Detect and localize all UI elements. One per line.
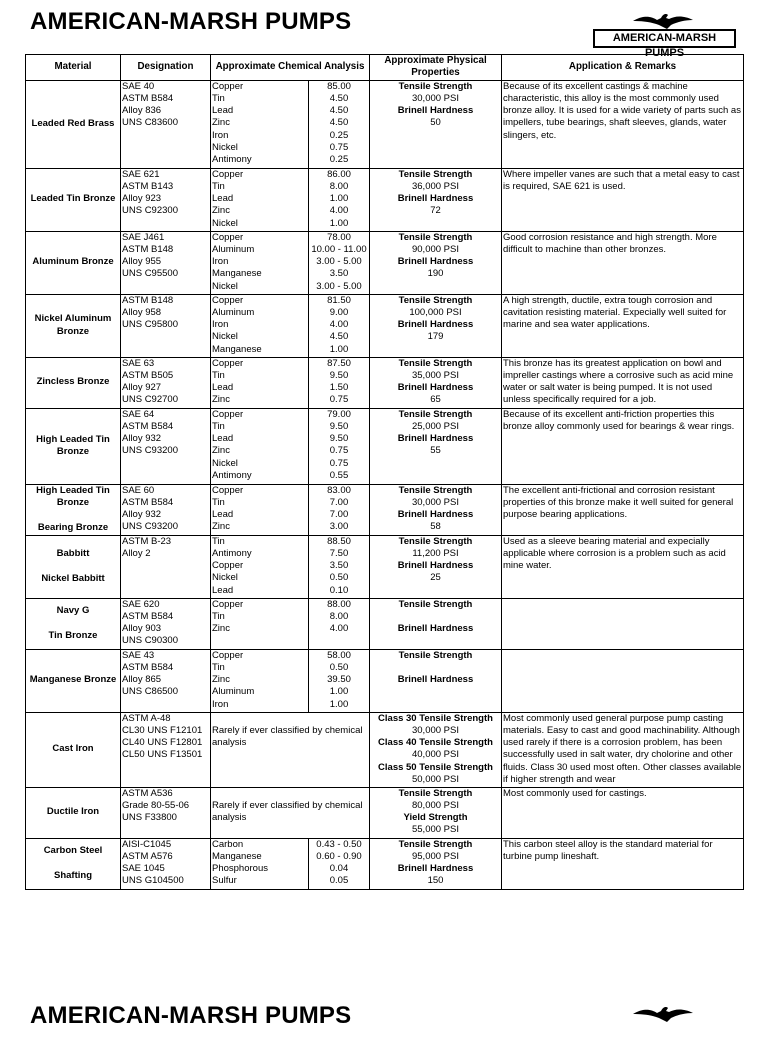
property-line: 55,000 PSI — [411, 824, 459, 836]
chemical-elements: Copper Tin Lead Zinc Nickel — [211, 169, 309, 231]
property-line: 150 — [427, 875, 444, 887]
col-header-physical-properties: Approximate Physical Properties — [370, 55, 502, 81]
property-line: 50,000 PSI — [411, 774, 459, 786]
material-name: High Leaded Tin Bronze — [26, 408, 121, 484]
chemical-elements: Copper Tin Zinc Aluminum Iron — [211, 650, 309, 712]
property-line: Tensile Strength — [398, 598, 473, 610]
property-line — [371, 662, 500, 674]
eagle-icon — [633, 1002, 693, 1024]
property-line: Tensile Strength — [398, 649, 473, 661]
chemical-elements: Copper Tin Lead Zinc Iron Nickel Antimony — [211, 81, 309, 168]
material-name: Aluminum Bronze — [26, 231, 121, 294]
material-name: Babbitt Nickel Babbitt — [26, 535, 121, 598]
chemical-analysis — [211, 80, 370, 168]
physical-properties — [370, 408, 502, 484]
property-line: Tensile Strength — [398, 484, 473, 496]
physical-properties — [370, 535, 502, 598]
physical-properties — [370, 787, 502, 838]
designation: SAE 40 ASTM B584 Alloy 836 UNS C83600 — [121, 80, 211, 168]
chemical-note: Rarely if ever classified by chemical analysis — [212, 799, 363, 823]
chemical-analysis — [211, 787, 370, 838]
table-row — [26, 787, 744, 838]
property-line: Class 50 Tensile Strength — [378, 761, 493, 773]
designation: SAE 621 ASTM B143 Alloy 923 UNS C92300 — [121, 168, 211, 231]
property-line: 36,000 PSI — [411, 180, 459, 192]
logo-text: AMERICAN-MARSH PUMPS — [593, 29, 736, 48]
table-row — [26, 80, 744, 168]
property-line: Class 30 Tensile Strength — [378, 712, 493, 724]
physical-properties — [370, 168, 502, 231]
chemical-percents: 79.00 9.50 9.50 0.75 0.75 0.55 — [327, 408, 351, 482]
physical-properties — [370, 598, 502, 649]
table-row — [26, 838, 744, 889]
property-line: Tensile Strength — [398, 787, 473, 799]
designation: SAE 64 ASTM B584 Alloy 932 UNS C93200 — [121, 408, 211, 484]
designation: ASTM A-48 CL30 UNS F12101 CL40 UNS F12801 CL50 UNS F13501 — [121, 712, 211, 787]
remarks: Most commonly used for castings. — [502, 787, 744, 838]
chemical-elements: Copper Tin Lead Zinc — [211, 485, 309, 535]
material-name: Zincless Bronze — [26, 357, 121, 408]
property-line: 100,000 PSI — [409, 306, 462, 318]
property-line: Tensile Strength — [398, 231, 473, 243]
chemical-elements: Copper Aluminum Iron Manganese Nickel — [211, 232, 309, 294]
property-line: Tensile Strength — [398, 294, 473, 306]
table-row — [26, 598, 744, 649]
remarks: Because of its excellent castings & machine characteristic, this alloy is the most commonly used bronze alloy. It is used for a wide variety of parts such as impellers, tube bearings, shaft sleeves, glands, water slingers, etc. — [502, 80, 744, 168]
table-row — [26, 168, 744, 231]
designation: AISI-C1045 ASTM A576 SAE 1045 UNS G104500 — [121, 838, 211, 889]
property-line: 50 — [430, 117, 441, 129]
chemical-analysis — [211, 649, 370, 712]
chemical-analysis — [211, 535, 370, 598]
remarks — [502, 598, 744, 649]
property-line: 30,000 PSI — [411, 496, 459, 508]
property-line: 35,000 PSI — [411, 369, 459, 381]
property-line: 25 — [430, 572, 441, 584]
chemical-percents: 88.50 7.50 3.50 0.50 0.10 — [327, 535, 351, 596]
property-line: Brinell Hardness — [397, 105, 474, 117]
remarks: Where impeller vanes are such that a metal easy to cast is required, SAE 621 is used. — [502, 168, 744, 231]
physical-properties — [370, 294, 502, 357]
table-row — [26, 408, 744, 484]
physical-properties — [370, 357, 502, 408]
designation: ASTM B-23 Alloy 2 — [121, 535, 211, 598]
chemical-analysis — [211, 357, 370, 408]
chemical-percents: 81.50 9.00 4.00 4.50 1.00 — [327, 294, 351, 355]
chemical-elements: Tin Antimony Copper Nickel Lead — [211, 536, 309, 598]
property-line: Brinell Hardness — [397, 863, 474, 875]
remarks: This bronze has its greatest application on bowl and impreller castings where a corrosive such as acid mine water or salt water is being pumped. It is not used unless specifically required for a job. — [502, 357, 744, 408]
property-line: 80,000 PSI — [411, 799, 459, 811]
col-header-designation: Designation — [121, 55, 211, 81]
page-title: AMERICAN-MARSH PUMPS — [30, 8, 352, 35]
material-name: Nickel Aluminum Bronze — [26, 294, 121, 357]
company-logo — [593, 9, 736, 59]
table-row — [26, 649, 744, 712]
property-line: 72 — [430, 205, 441, 217]
remarks: This carbon steel alloy is the standard material for turbine pump lineshaft. — [502, 838, 744, 889]
property-line: Tensile Strength — [398, 357, 473, 369]
table-row — [26, 535, 744, 598]
eagle-icon — [633, 9, 693, 31]
chemical-analysis — [211, 838, 370, 889]
material-name: Manganese Bronze — [26, 649, 121, 712]
chemical-analysis — [211, 408, 370, 484]
property-line: Tensile Strength — [398, 80, 473, 92]
physical-properties — [370, 838, 502, 889]
physical-properties — [370, 712, 502, 787]
property-line: 40,000 PSI — [411, 749, 459, 761]
chemical-percents: 78.00 10.00 - 11.00 3.00 - 5.00 3.50 3.00 - 5.00 — [311, 231, 367, 292]
property-line: Brinell Hardness — [397, 623, 474, 635]
designation: SAE J461 ASTM B148 Alloy 955 UNS C95500 — [121, 231, 211, 294]
chemical-percents: 88.00 8.00 4.00 — [327, 598, 351, 635]
physical-properties — [370, 649, 502, 712]
chemical-note: Rarely if ever classified by chemical analysis — [212, 724, 363, 748]
property-line — [371, 611, 500, 623]
table-row — [26, 357, 744, 408]
property-line: 90,000 PSI — [411, 243, 459, 255]
chemical-elements: Copper Tin Lead Zinc — [211, 358, 309, 408]
property-line: Brinell Hardness — [397, 433, 474, 445]
remarks: Good corrosion resistance and high strength. More difficult to machine than other bronzes. — [502, 231, 744, 294]
property-line: Tensile Strength — [398, 838, 473, 850]
chemical-analysis — [211, 168, 370, 231]
property-line: 55 — [430, 445, 441, 457]
property-line: Brinell Hardness — [397, 193, 474, 205]
material-name: Navy G Tin Bronze — [26, 598, 121, 649]
remarks — [502, 649, 744, 712]
chemical-percents: 86.00 8.00 1.00 4.00 1.00 — [327, 168, 351, 229]
property-line: Class 40 Tensile Strength — [378, 737, 493, 749]
chemical-analysis — [211, 231, 370, 294]
property-line: Brinell Hardness — [397, 256, 474, 268]
chemical-percents: 87.50 9.50 1.50 0.75 — [327, 357, 351, 406]
table-row — [26, 231, 744, 294]
designation: ASTM B148 Alloy 958 UNS C95800 — [121, 294, 211, 357]
chemical-elements: Copper Tin Lead Zinc Nickel Antimony — [211, 409, 309, 484]
property-line: 58 — [430, 521, 441, 533]
physical-properties — [370, 484, 502, 535]
chemical-analysis — [211, 294, 370, 357]
remarks: Most commonly used general purpose pump casting materials. Easy to cast and good machinability. Although used rarely if there is a corrosion problem, has been successfully used in salt water, dry cholorine and other fluids. Class 30 used most often. Other classes available if higher strength and wear — [502, 712, 744, 787]
table-row — [26, 294, 744, 357]
chemical-elements: Copper Tin Zinc — [211, 599, 309, 649]
material-name: Leaded Tin Bronze — [26, 168, 121, 231]
property-line: Yield Strength — [403, 812, 468, 824]
property-line: 190 — [427, 268, 444, 280]
material-name: Cast Iron — [26, 712, 121, 787]
chemical-percents: 58.00 0.50 39.50 1.00 1.00 — [327, 649, 351, 710]
table-row — [26, 484, 744, 535]
col-header-material: Material — [26, 55, 121, 81]
property-line: Brinell Hardness — [397, 319, 474, 331]
materials-table — [25, 54, 744, 890]
designation: SAE 43 ASTM B584 Alloy 865 UNS C86500 — [121, 649, 211, 712]
remarks: A high strength, ductile, extra tough corrosion and cavitation resisting material. Expecially well suited for marine and sea water applications. — [502, 294, 744, 357]
property-line: Tensile Strength — [398, 168, 473, 180]
property-line: Brinell Hardness — [397, 560, 474, 572]
property-line: Brinell Hardness — [397, 382, 474, 394]
chemical-percents: 83.00 7.00 7.00 3.00 — [327, 484, 351, 533]
property-line: 30,000 PSI — [411, 92, 459, 104]
physical-properties — [370, 231, 502, 294]
designation: SAE 60 ASTM B584 Alloy 932 UNS C93200 — [121, 484, 211, 535]
chemical-percents: 0.43 - 0.50 0.60 - 0.90 0.04 0.05 — [316, 838, 362, 887]
designation: ASTM A536 Grade 80-55-06 UNS F33800 — [121, 787, 211, 838]
chemical-analysis — [211, 484, 370, 535]
property-line: Tensile Strength — [398, 535, 473, 547]
property-line: 179 — [427, 331, 444, 343]
table-row — [26, 712, 744, 787]
property-line: 11,200 PSI — [412, 547, 459, 559]
chemical-percents: 85.00 4.50 4.50 4.50 0.25 0.75 0.25 — [327, 80, 351, 166]
material-name: Leaded Red Brass — [26, 80, 121, 168]
col-header-chemical-analysis: Approximate Chemical Analysis — [211, 55, 370, 81]
page-title-repeat: AMERICAN-MARSH PUMPS — [30, 1002, 352, 1029]
property-line: 25,000 PSI — [411, 420, 459, 432]
material-name: Carbon Steel Shafting — [26, 838, 121, 889]
chemical-analysis — [211, 598, 370, 649]
remarks: Because of its excellent anti-friction properties this bronze alloy commonly used for bearings & wear rings. — [502, 408, 744, 484]
remarks: The excellent anti-frictional and corrosion resistant properties of this bronze make it well suited for general purpose bearing applications. — [502, 484, 744, 535]
property-line: 30,000 PSI — [411, 724, 459, 736]
chemical-analysis — [211, 712, 370, 787]
physical-properties — [370, 80, 502, 168]
property-line: Brinell Hardness — [397, 509, 474, 521]
chemical-elements: Copper Aluminum Iron Nickel Manganese — [211, 295, 309, 357]
material-name: High Leaded Tin Bronze Bearing Bronze — [26, 484, 121, 535]
company-logo-repeat — [593, 1002, 736, 1040]
col-header-application-remarks: Application & Remarks — [502, 55, 744, 81]
property-line: 65 — [430, 394, 441, 406]
designation: SAE 63 ASTM B505 Alloy 927 UNS C92700 — [121, 357, 211, 408]
property-line: Brinell Hardness — [397, 674, 474, 686]
property-line: Tensile Strength — [398, 408, 473, 420]
chemical-elements: Carbon Manganese Phosphorous Sulfur — [211, 839, 309, 889]
remarks: Used as a sleeve bearing material and expecially applicable where corrosion is a problem such as acid mine water. — [502, 535, 744, 598]
material-name: Ductile Iron — [26, 787, 121, 838]
designation: SAE 620 ASTM B584 Alloy 903 UNS C90300 — [121, 598, 211, 649]
property-line: 95,000 PSI — [411, 850, 459, 862]
